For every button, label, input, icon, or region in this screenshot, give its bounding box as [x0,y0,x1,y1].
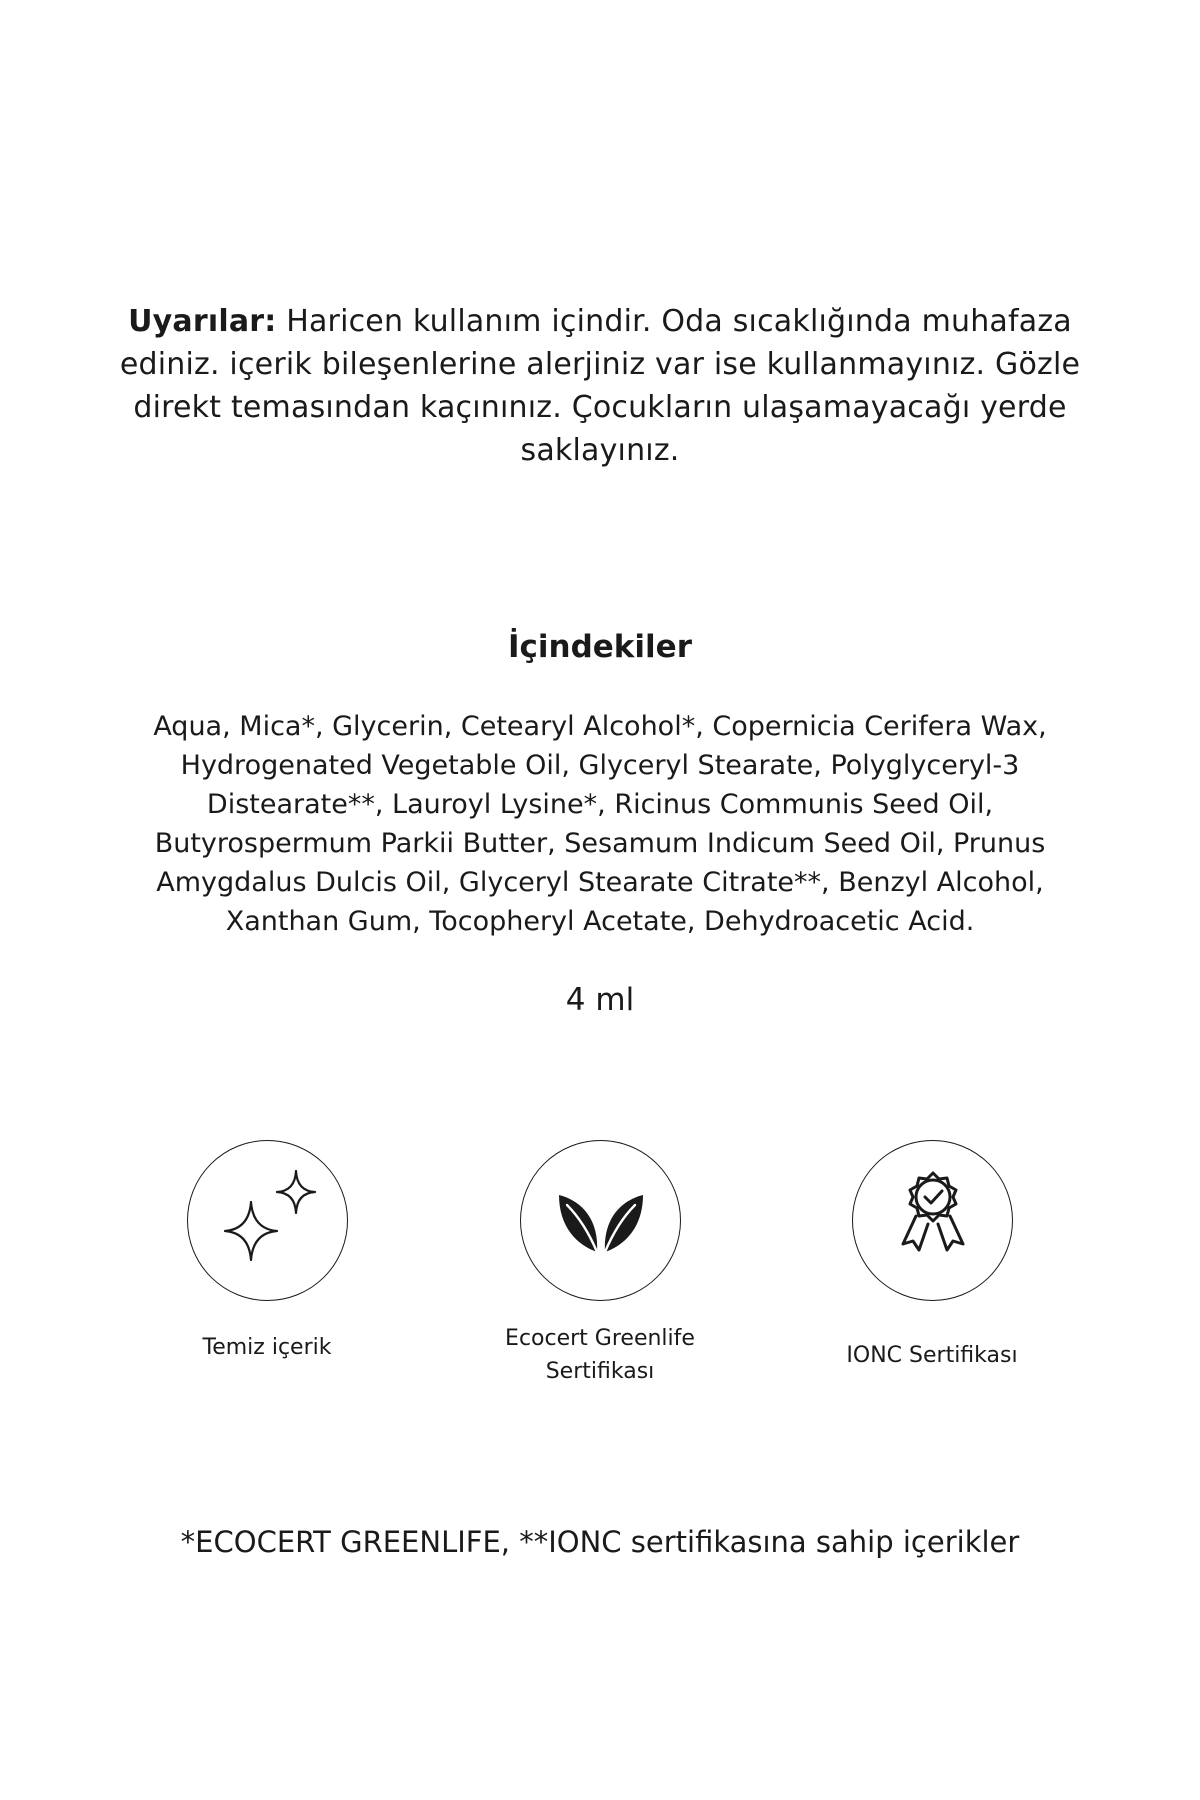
sparkles-icon [188,1141,349,1302]
badge-caption: Temiz içerik [202,1335,332,1360]
badge-circle [852,1140,1013,1301]
ingredients-list: Aqua, Mica*, Glycerin, Cetearyl Alcohol*, Copernicia Cerifera Wax, Hydrogenated Vegetable Oil, Glyceryl Stearate, Polyglyceryl-3 Distearate**, Lauroyl Lysine*, Ricinus Communis Seed Oil, Butyrospermum Parkii Butter, Sesamum Indicum Seed Oil, Prunus Amygdalus Dulcis Oil, Glyceryl Stearate Citrate**, Benzyl Alcohol, Xanthan Gum, Tocopheryl Acetate, Dehydroacetic Acid. [153,711,1047,937]
badge-circle [187,1140,348,1301]
award-ribbon-icon [853,1141,1014,1302]
badge-circle [520,1140,681,1301]
badge-caption: IONC Sertifikası [846,1343,1018,1368]
badge-caption: Ecocert Greenlife Sertifikası [505,1326,695,1384]
ingredients-title: İçindekiler [507,629,692,665]
badge-ecocert [450,1140,750,1388]
badge-ionc [782,1140,1082,1372]
volume-label: 4 ml [565,982,635,1018]
certification-footnote: *ECOCERT GREENLIFE, **IONC sertifikasına sahip içerikler [180,1525,1020,1559]
warnings-text: Haricen kullanım içindir. Oda sıcaklığında muhafaza ediniz. içerik bileşenlerine alerjiniz var ise kullanmayınız. Gözle direkt temasından kaçınınız. Çocukların ulaşamayacağı yerde saklayınız. [119,304,1081,468]
badge-clean-ingredients [117,1140,417,1364]
warnings-paragraph [110,300,1090,472]
leaves-icon [521,1141,682,1302]
warnings-label: Uyarılar: [128,304,277,339]
